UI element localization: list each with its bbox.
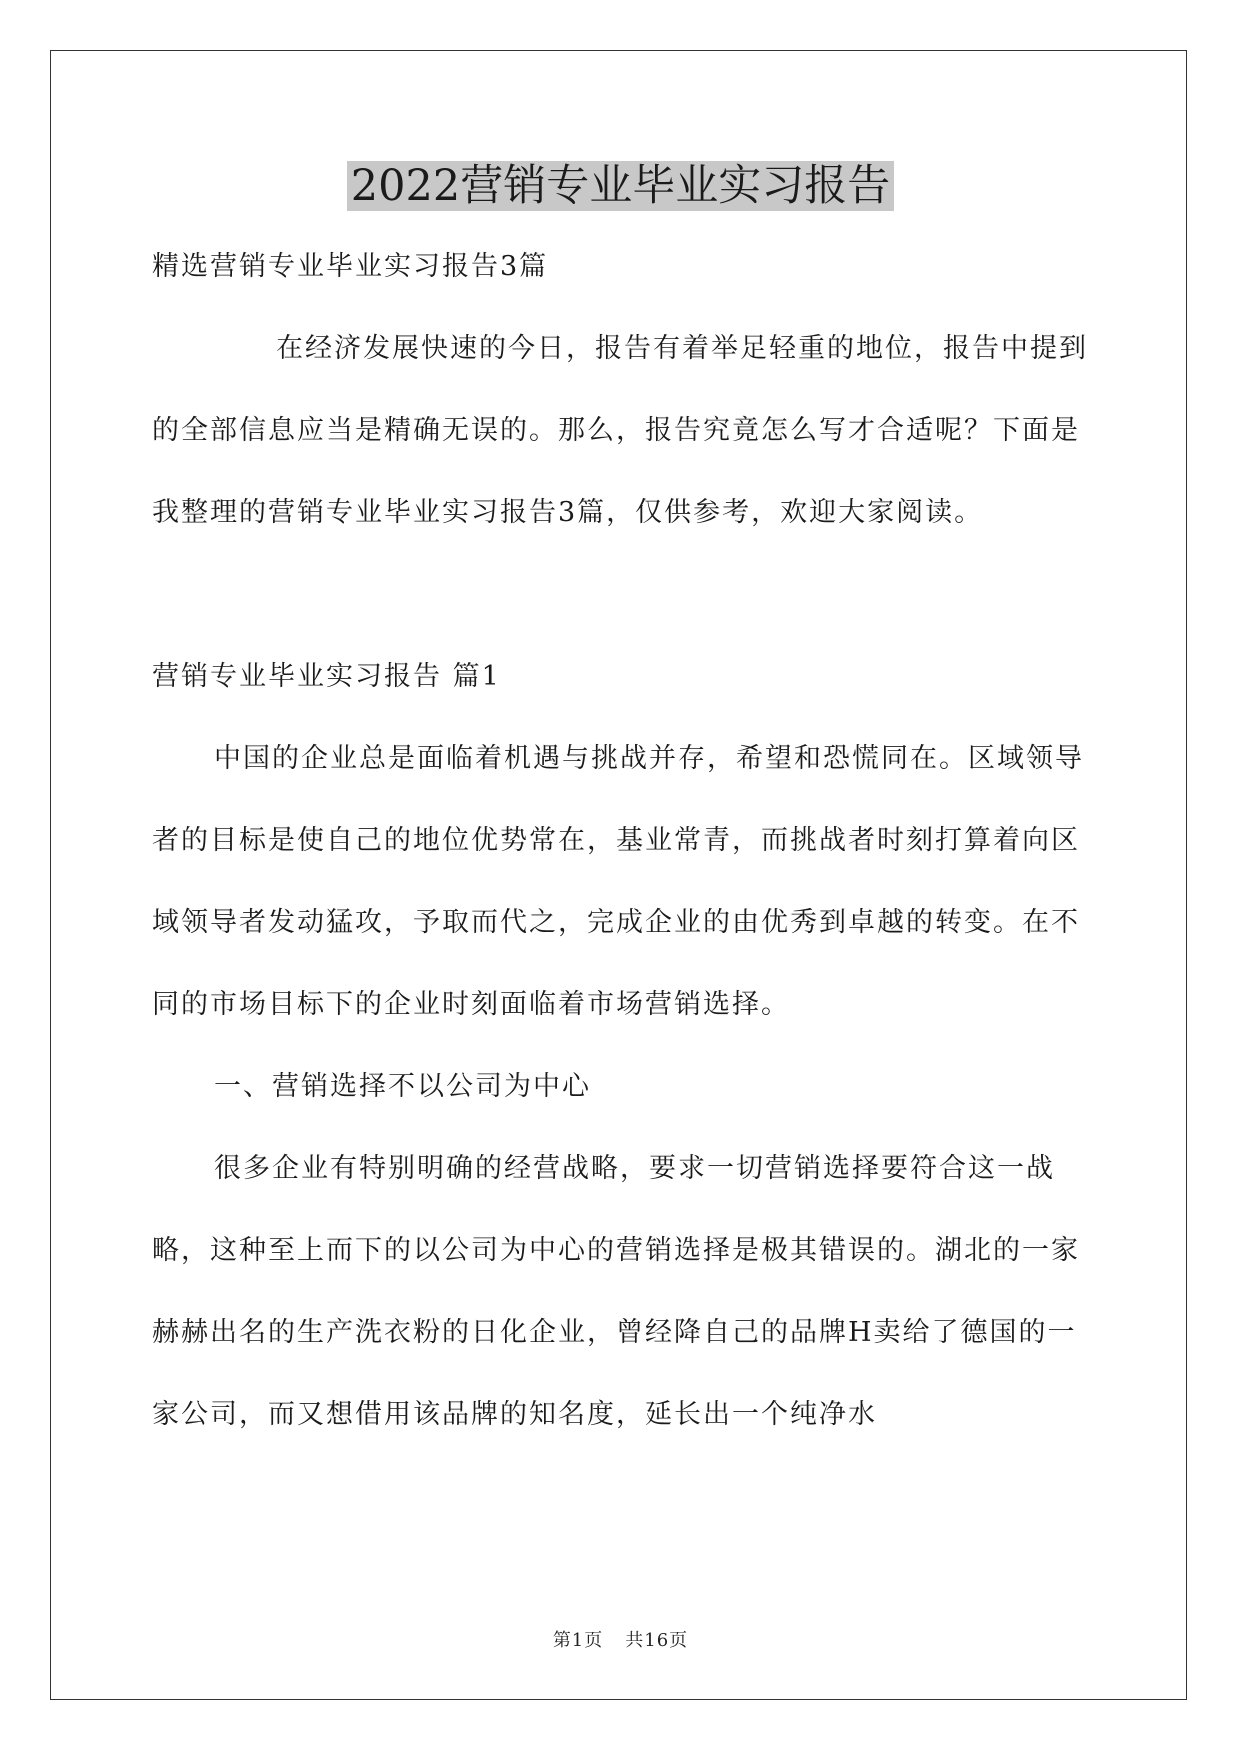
document-body	[152, 226, 1092, 1456]
page-footer	[0, 1626, 1241, 1652]
section-heading: 营销专业毕业实习报告 篇1	[152, 661, 501, 692]
page-number: 第1页	[552, 1630, 604, 1651]
document-title	[0, 154, 1241, 218]
body-paragraph-2: 很多企业有特别明确的经营战略，要求一切营销选择要符合这一战略，这种至上而下的以公司为中心的营销选择是极其错误的。湖北的一家赫赫出名的生产洗衣粉的日化企业，曾经降自己的品牌H卖给了德国的一家公司，而又想借用该品牌的知名度，延长出一个纯净水	[152, 1153, 1080, 1430]
subsection-heading: 一、营销选择不以公司为中心	[214, 1071, 591, 1102]
page-total: 共16页	[625, 1630, 689, 1651]
document-title-text: 2022营销专业毕业实习报告	[347, 161, 894, 211]
intro-paragraph: 在经济发展快速的今日，报告有着举足轻重的地位，报告中提到的全部信息应当是精确无误的。那么，报告究竟怎么写才合适呢？下面是我整理的营销专业毕业实习报告3篇，仅供参考，欢迎大家阅读。	[152, 333, 1088, 528]
body-paragraph-1: 中国的企业总是面临着机遇与挑战并存，希望和恐慌同在。区域领导者的目标是使自己的地位优势常在，基业常青，而挑战者时刻打算着向区域领导者发动猛攻，予取而代之，完成企业的由优秀到卓越的转变。在不同的市场目标下的企业时刻面临着市场营销选择。	[152, 743, 1084, 1020]
document-subtitle: 精选营销专业毕业实习报告3篇	[152, 251, 549, 282]
